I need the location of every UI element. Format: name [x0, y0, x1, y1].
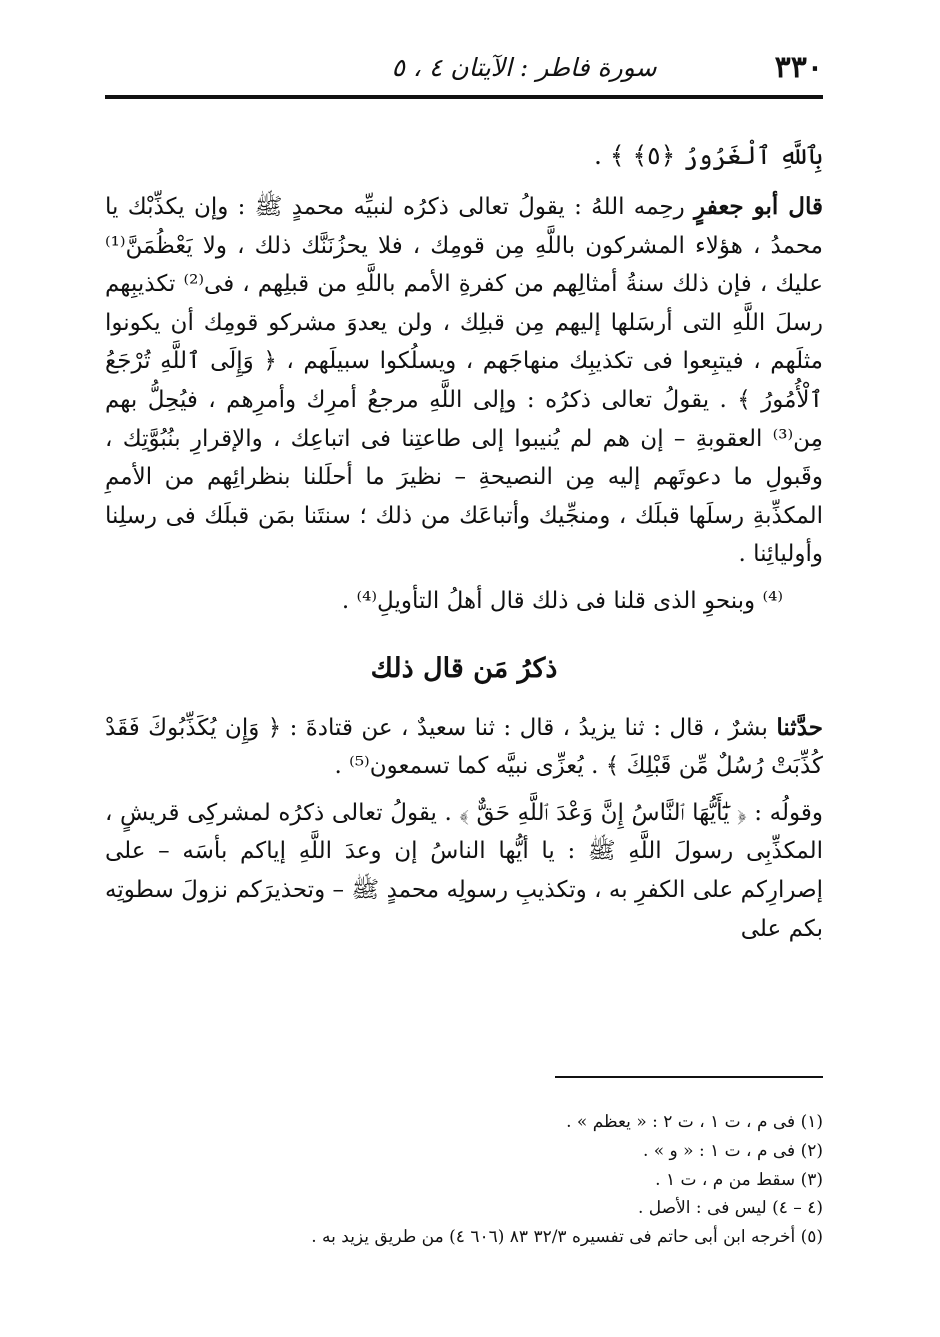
page-header	[105, 48, 823, 92]
section-heading: ذكرُ مَن قال ذلك	[370, 652, 558, 684]
commentary-paragraph	[105, 582, 823, 621]
narration-paragraph	[105, 709, 823, 786]
paragraph-text: وقولُه : ﴿ يَٰٓأَيُّهَا ٱلنَّاسُ إِنَّ وَعْدَ ٱللَّهِ حَقٌّ ﴾ . يقولُ تعالى ذكرُه لمشركِى قريشٍ ، المكذِّبِى رسولَ اللَّهِ ﷺ : يا أيُّها الناسُ إن وعدَ اللَّهِ إياكم بأسَه – على إصرارِكم على الكفرِ به ، وتكذيبِ رسولِه محمدٍ ﷺ – وتحذيرَكم نزولَ سطوتِه بكم على	[105, 799, 823, 942]
main-text	[105, 128, 823, 956]
footnote-divider	[555, 1076, 823, 1078]
paragraph-text: ⁽⁴⁾ وبنحوِ الذى قلنا فى ذلك قال أهلُ التأويلِ⁽⁴⁾ .	[341, 587, 783, 614]
footnotes	[200, 1108, 823, 1252]
footnote-item: (١) فى م ، ت ١ ، ت ٢ : « يعظم » .	[566, 1112, 823, 1132]
paragraph-lead: حدَّثنا	[776, 713, 823, 741]
footnote-item: (٥) أخرجه ابن أبى حاتم فى تفسيره ٣٢/٣ ٨٣ (٦٠٦ ٤) من طريق يزيد به .	[311, 1227, 823, 1248]
footnote-item: (٢) فى م ، ت ١ : « و » .	[642, 1140, 823, 1161]
commentary-paragraph	[105, 794, 823, 948]
paragraph-text: رحِمه اللهُ : يقولُ تعالى ذكرُه لنبيِّه محمدٍ ﷺ : وإن يكذِّبْك يا محمدُ ، هؤلاء المشركون باللَّهِ مِن قومِك ، فلا يحزُنَنَّك ذلك ، ولا يَعْظُمَنَّ⁽¹⁾ عليك ، فإن ذلك سنةُ أمثالِهم من كفرةِ الأمم باللَّهِ من قبلِهم ، فى⁽²⁾ تكذيبِهم رسلَ اللَّهِ التى أرسَلها إليهم مِن قبلِك ، ولن يعدوَ مشركو قومِك أن يكونوا مثلَهم ، فيتبِعوا فى تكذيبِك منهاجَهم ، ويسلُكوا سبيلَهم ، ﴿ وَإِلَى ٱللَّهِ تُرْجَعُ ٱلْأُمُورُ ﴾ . يقولُ تعالى ذكرُه : وإلى اللَّهِ مرجعُ أمرِك وأمرِهم ، فيُحِلُّ بهم مِن⁽³⁾ العقوبةِ – إن هم لم يُنيبوا إلى طاعتِنا فى اتباعِك ، والإقرارِ بنُبُوَّتِك ، وقَبولِ ما دعوتَهم إليه مِن النصيحةِ – نظيرَ ما أحلَلنا بنظرائِهم من الأممِ المكذِّبةِ رسلَها قبلَك ، ومنجِّيك وأتباعَك من ذلك ؛ سنتَنا بمَن قبلَك فى رسلِنا وأوليائِنا .	[105, 194, 823, 568]
page-number: ٣٣٠	[774, 50, 823, 85]
verse-fragment: بِٱللَّهِ ٱلْغَرُورُ ﴿٥﴾ ﴾ .	[594, 141, 823, 170]
commentary-paragraph	[105, 188, 823, 574]
footnote-item: (٤ – ٤) ليس فى : الأصل .	[637, 1198, 823, 1219]
footnote-item: (٣) سقط من م ، ت ١ .	[655, 1169, 823, 1190]
paragraph-lead: قال أبو جعفرٍ	[694, 193, 823, 220]
header-divider	[105, 95, 823, 99]
running-title: سورة فاطر : الآيتان ٤ ، ٥	[391, 53, 657, 82]
paragraph-text: بشرٌ ، قال : ثنا يزيدُ ، قال : ثنا سعيدٌ ، عن قتادةَ : ﴿ وَإِن يُكَذِّبُوكَ فَقَدْ كُذِّبَتْ رُسُلٌ مِّن قَبْلِكَ ﴾ . يُعزِّى نبيَّه كما تسمعون⁽⁵⁾ .	[105, 714, 823, 780]
